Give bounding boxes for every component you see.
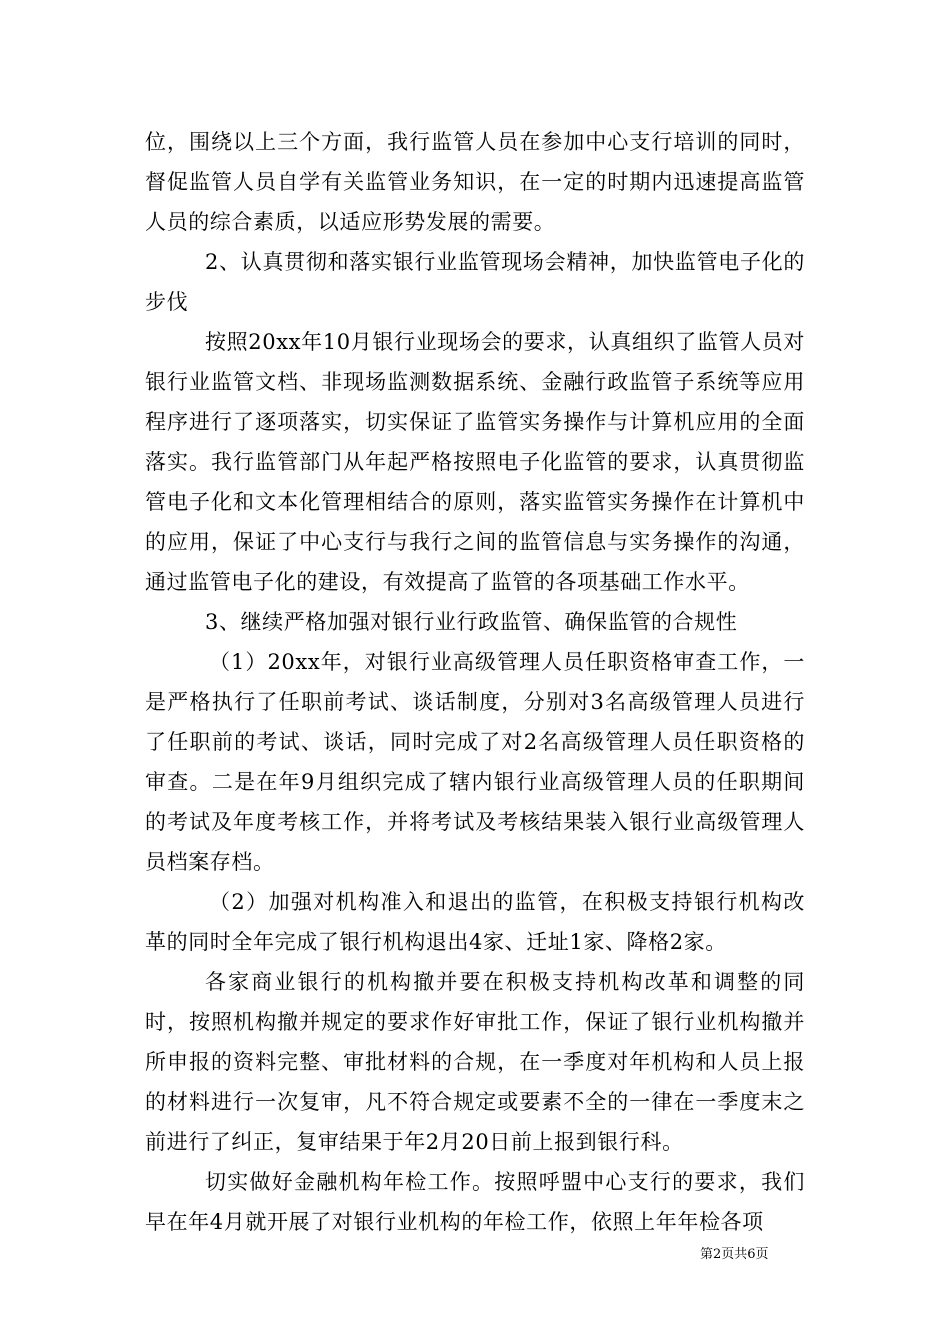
paragraph-item-2: （2）加强对机构准入和退出的监管，在积极支持银行机构改革的同时全年完成了银行机构退出4家、迁址1家、降格2家。 bbox=[145, 890, 805, 954]
paragraph-annual-inspection: 切实做好金融机构年检工作。按照呼盟中心支行的要求，我们早在年4月就开展了对银行业机构的年检工作，依照上年年检各项 bbox=[145, 1170, 805, 1234]
section-heading-2: 2、认真贯彻和落实银行业监管现场会精神，加快监管电子化的步伐 bbox=[145, 250, 805, 314]
paragraph-branch-merger: 各家商业银行的机构撤并要在积极支持机构改革和调整的同时，按照机构撤并规定的要求作好审批工作，保证了银行业机构撤并所申报的资料完整、审批材料的合规，在一季度对年机构和人员上报的材料进行一次复审，凡不符合规定或要素不全的一律在一季度末之前进行了纠正，复审结果于年2月20日前上报到银行科。 bbox=[145, 970, 805, 1154]
paragraph-item-1: （1）20xx年，对银行业高级管理人员任职资格审查工作，一是严格执行了任职前考试、谈话制度，分别对3名高级管理人员进行了任职前的考试、谈话，同时完成了对2名高级管理人员任职资格的审查。二是在年9月组织完成了辖内银行业高级管理人员的任职期间的考试及年度考核工作，并将考试及考核结果装入银行业高级管理人员档案存档。 bbox=[145, 650, 805, 874]
paragraph-continuation: 位，围绕以上三个方面，我行监管人员在参加中心支行培训的同时，督促监管人员自学有关监管业务知识，在一定的时期内迅速提高监管人员的综合素质，以适应形势发展的需要。 bbox=[145, 130, 805, 234]
paragraph-electronic-supervision: 按照20xx年10月银行业现场会的要求，认真组织了监管人员对银行业监管文档、非现场监测数据系统、金融行政监管子系统等应用程序进行了逐项落实，切实保证了监管实务操作与计算机应用的全面落实。我行监管部门从年起严格按照电子化监管的要求，认真贯彻监管电子化和文本化管理相结合的原则，落实监管实务操作在计算机中的应用，保证了中心支行与我行之间的监管信息与实务操作的沟通，通过监管电子化的建设，有效提高了监管的各项基础工作水平。 bbox=[145, 330, 805, 594]
document-body bbox=[145, 122, 805, 1242]
page-number: 第2页共6页 bbox=[700, 1247, 769, 1262]
section-heading-3: 3、继续严格加强对银行业行政监管、确保监管的合规性 bbox=[205, 610, 738, 634]
